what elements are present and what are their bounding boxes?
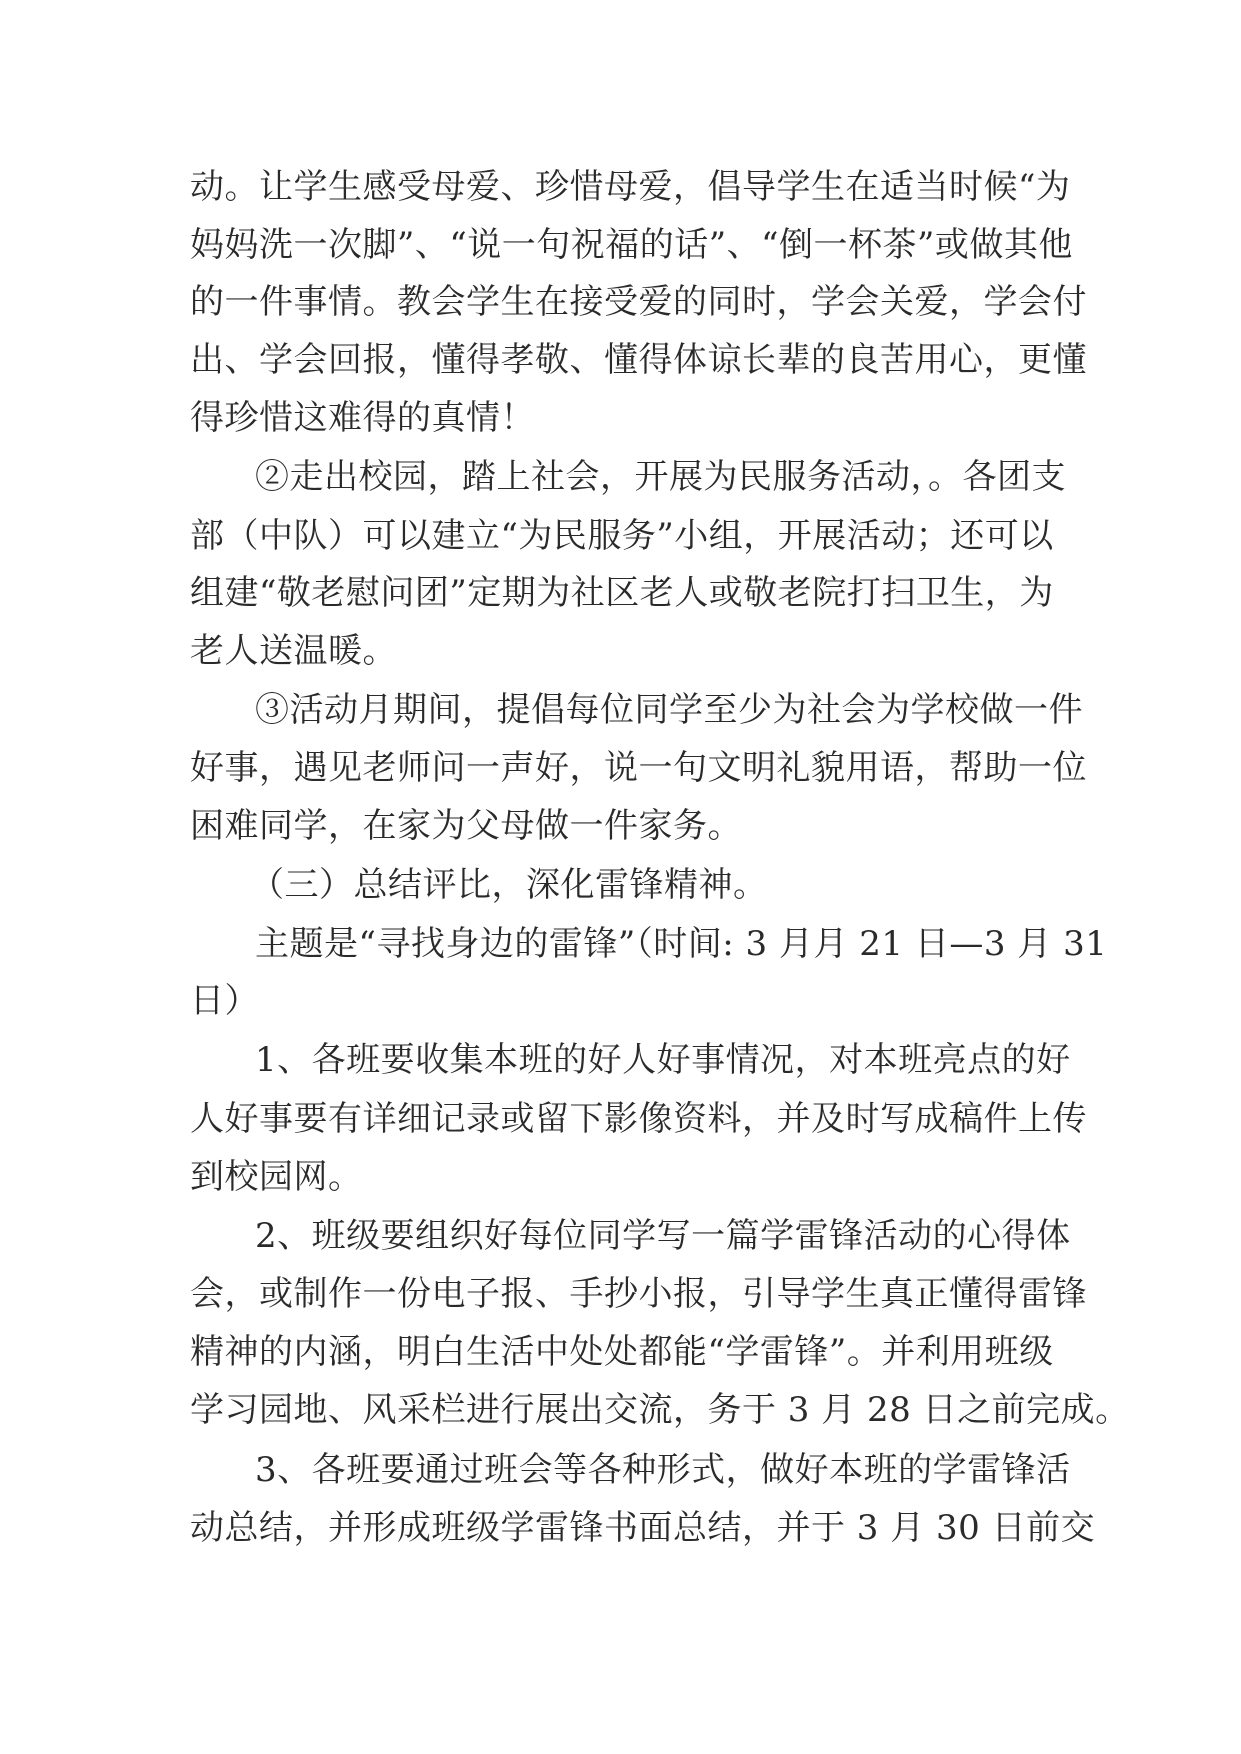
text-line: ③活动月期间，提倡每位同学至少为社会为学校做一件 xyxy=(255,690,1083,730)
text-line: 日） xyxy=(190,981,259,1021)
text-line: 人好事要有详细记录或留下影像资料，并及时写成稿件上传 xyxy=(190,1099,1087,1139)
text-line: 学习园地、风采栏进行展出交流，务于 3 月 28 日之前完成。 xyxy=(190,1390,1130,1430)
text-line: 的一件事情。教会学生在接受爱的同时，学会关爱，学会付 xyxy=(190,282,1087,322)
text-line: ②走出校园，踏上社会，开展为民服务活动，。各团支 xyxy=(255,457,1066,497)
text-line: 出、学会回报，懂得孝敬、懂得体谅长辈的良苦用心，更懂 xyxy=(190,340,1087,380)
text-line: 部（中队）可以建立“为民服务”小组，开展活动；还可以 xyxy=(190,516,1054,556)
text-line: 动。让学生感受母爱、珍惜母爱，倡导学生在适当时候“为 xyxy=(190,167,1071,207)
text-line: 会，或制作一份电子报、手抄小报，引导学生真正懂得雷锋 xyxy=(190,1274,1087,1314)
text-line: 好事，遇见老师问一声好，说一句文明礼貌用语，帮助一位 xyxy=(190,748,1087,788)
text-line: 得珍惜这难得的真情！ xyxy=(190,398,535,438)
text-line: 精神的内涵，明白生活中处处都能“学雷锋”。并利用班级 xyxy=(190,1332,1054,1372)
text-line: 妈妈洗一次脚”、“说一句祝福的话”、“倒一杯茶”或做其他 xyxy=(190,225,1073,265)
text-line: 3、各班要通过班会等各种形式，做好本班的学雷锋活 xyxy=(255,1450,1071,1490)
text-line: 组建“敬老慰问团”定期为社区老人或敬老院打扫卫生，为 xyxy=(190,573,1054,613)
text-line: 2、班级要组织好每位同学写一篇学雷锋活动的心得体 xyxy=(255,1216,1071,1256)
text-line: 1、各班要收集本班的好人好事情况，对本班亮点的好 xyxy=(255,1040,1071,1080)
text-line: 动总结，并形成班级学雷锋书面总结，并于 3 月 30 日前交 xyxy=(190,1508,1096,1548)
text-line: 老人送温暖。 xyxy=(190,631,397,671)
text-line: 主题是“寻找身边的雷锋”（时间: 3 月月 21 日—3 月 31 xyxy=(255,924,1108,964)
text-line: 到校园网。 xyxy=(190,1157,363,1197)
section-heading: （三）总结评比，深化雷锋精神。 xyxy=(250,865,768,905)
text-line: 困难同学，在家为父母做一件家务。 xyxy=(190,806,742,846)
